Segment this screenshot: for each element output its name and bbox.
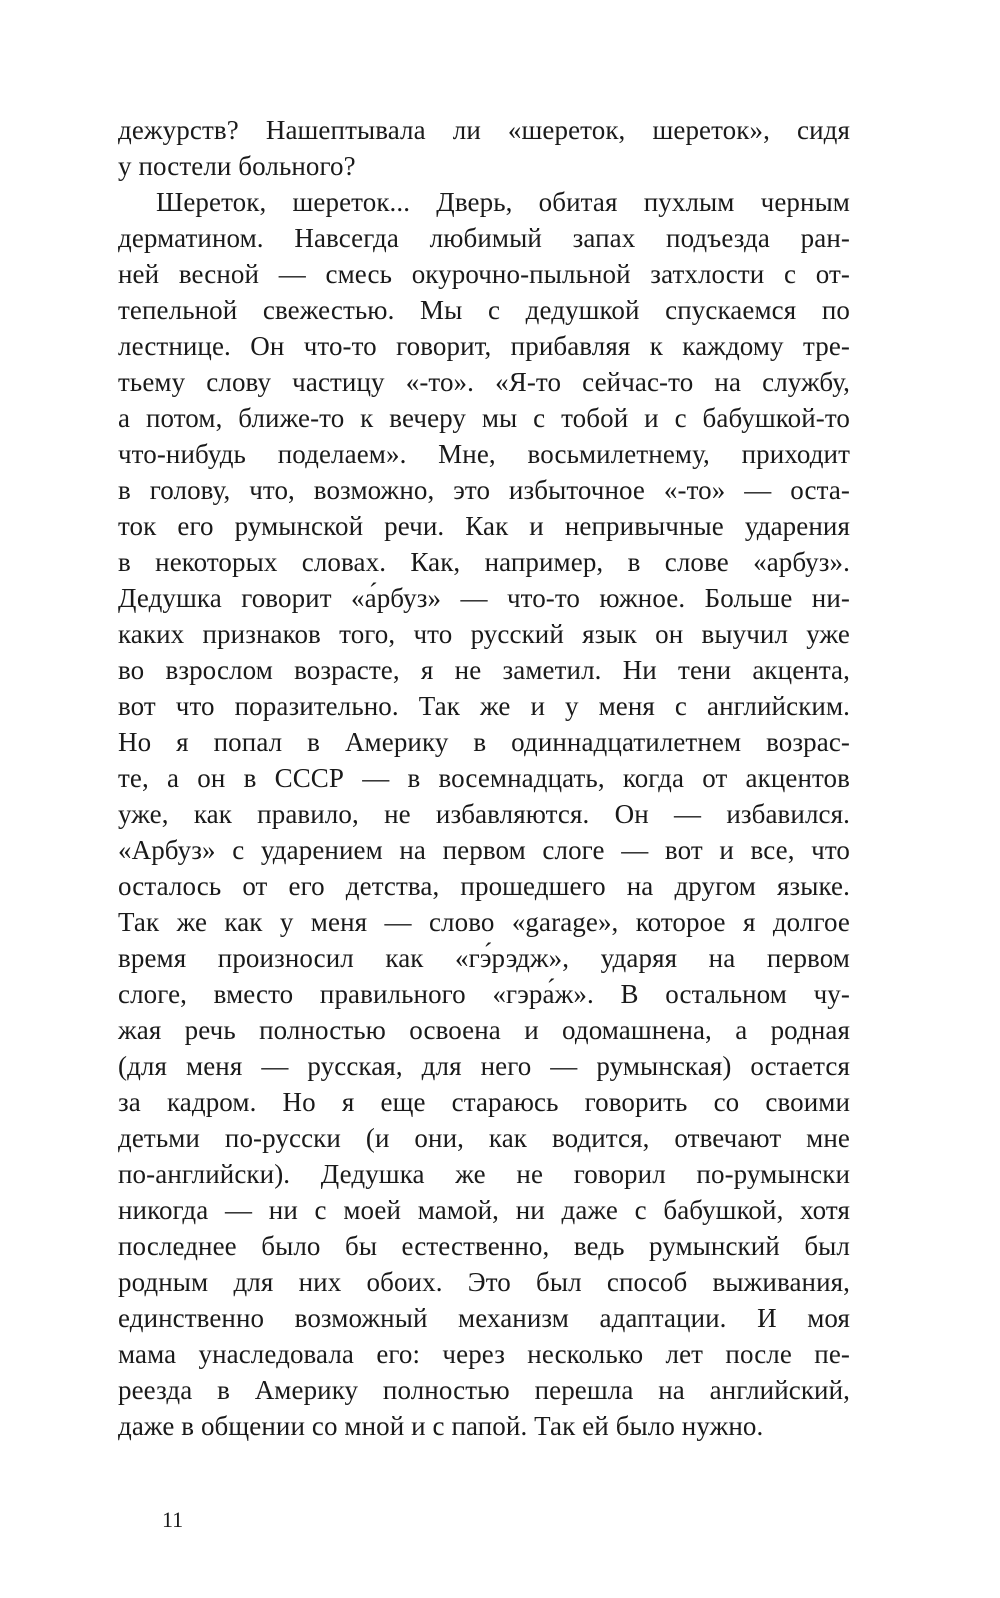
text-line: Так же как у меня — слово «garage», которое я долгое — [118, 907, 850, 937]
text-line: дерматином. Навсегда любимый запах подъезда ран- — [118, 223, 850, 253]
paragraph-2 — [118, 184, 850, 1444]
text-line: в некоторых словах. Как, например, в слове «арбуз». — [118, 547, 850, 577]
text-line: уже, как правило, не избавляются. Он — избавился. — [118, 799, 850, 829]
text-line: дежурств? Нашептывала ли «шереток, шереток», сидя — [118, 115, 850, 145]
text-line: (для меня — русская, для него — румынская) остается — [118, 1051, 850, 1081]
text-line: Дедушка говорит «а́рбуз» — что-то южное. Больше ни- — [118, 583, 850, 613]
text-line: Но я попал в Америку в одиннадцатилетнем возрас- — [118, 727, 850, 757]
text-line: детьми по-русски (и они, как водится, отвечают мне — [118, 1123, 850, 1153]
text-line: никогда — ни с моей мамой, ни даже с бабушкой, хотя — [118, 1195, 850, 1225]
text-line: Шереток, шереток... Дверь, обитая пухлым черным — [156, 187, 850, 217]
text-line: тьему слову частицу «-то». «Я-то сейчас-то на службу, — [118, 367, 850, 397]
text-line: каких признаков того, что русский язык он выучил уже — [118, 619, 850, 649]
page-number: 11 — [162, 1507, 184, 1532]
body-text — [118, 112, 850, 1444]
text-line: те, а он в СССР — в восемнадцать, когда от акцентов — [118, 763, 850, 793]
text-line: во взрослом возрасте, я не заметил. Ни тени акцента, — [118, 655, 850, 685]
text-line: за кадром. Но я еще стараюсь говорить со своими — [118, 1087, 850, 1117]
text-line: время произносил как «гэ́рэдж», ударяя на первом — [118, 943, 850, 973]
text-line: тепельной свежестью. Мы с дедушкой спускаемся по — [118, 295, 850, 325]
text-line: даже в общении со мной и с папой. Так ей было нужно. — [118, 1411, 764, 1441]
text-line: вот что поразительно. Так же и у меня с английским. — [118, 691, 850, 721]
text-line: а потом, ближе-то к вечеру мы с тобой и с бабушкой-то — [118, 403, 850, 433]
text-line: у постели больного? — [118, 151, 356, 181]
text-line: мама унаследовала его: через несколько лет после пе- — [118, 1339, 850, 1369]
text-line: в голову, что, возможно, это избыточное «-то» — оста- — [118, 475, 850, 505]
text-line: осталось от его детства, прошедшего на другом языке. — [118, 871, 850, 901]
text-line: «Арбуз» с ударением на первом слоге — вот и все, что — [118, 835, 850, 865]
text-line: родным для них обоих. Это был способ выживания, — [118, 1267, 850, 1297]
text-line: последнее было бы естественно, ведь румынский был — [118, 1231, 850, 1261]
text-line: лестнице. Он что-то говорит, прибавляя к каждому тре- — [118, 331, 850, 361]
text-line: что-нибудь поделаем». Мне, восьмилетнему, приходит — [118, 439, 850, 469]
paragraph-1 — [118, 112, 850, 184]
text-line: ток его румынской речи. Как и непривычные ударения — [118, 511, 850, 541]
text-line: ней весной — смесь окурочно-пыльной затхлости с от- — [118, 259, 850, 289]
text-line: жая речь полностью освоена и одомашнена, а родная — [118, 1015, 850, 1045]
text-line: единственно возможный механизм адаптации. И моя — [118, 1303, 850, 1333]
text-line: по-английски). Дедушка же не говорил по-румынски — [118, 1159, 850, 1189]
text-line: слоге, вместо правильного «гэра́ж». В остальном чу- — [118, 979, 850, 1009]
text-line: реезда в Америку полностью перешла на английский, — [118, 1375, 850, 1405]
